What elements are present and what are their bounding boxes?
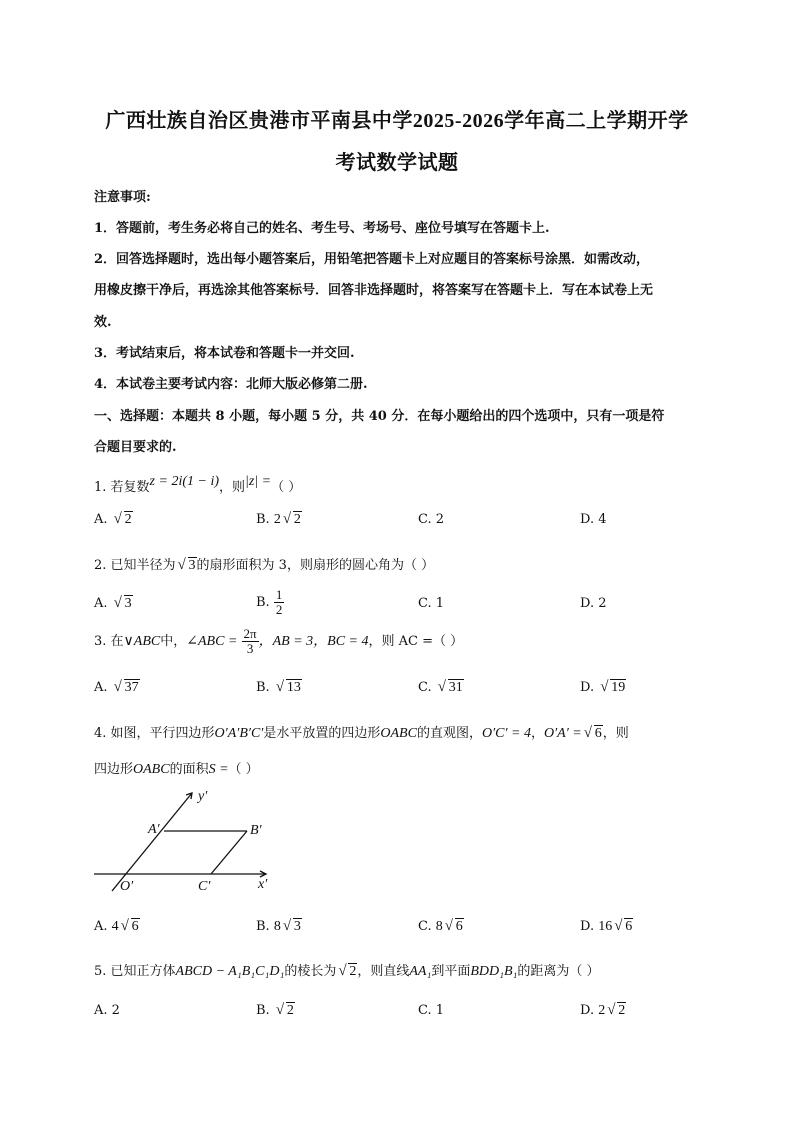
q4-option-d[interactable] (580, 919, 633, 935)
coefficient: 8 (435, 919, 443, 934)
q5-option-d[interactable] (580, 1003, 626, 1019)
coefficient: 8 (273, 919, 281, 934)
q3-triangle: ∨ABC (123, 634, 161, 649)
sqrt (114, 680, 140, 696)
coefficient: 4 (111, 919, 119, 934)
q5-text: 5. 已知正方体 (94, 964, 176, 979)
radicand: 2 (124, 512, 132, 527)
option-letter: A. (94, 919, 108, 934)
q3-option-b[interactable] (256, 680, 302, 696)
q2-option-d[interactable]: D. 2 (580, 596, 607, 611)
radicand: 2 (286, 1003, 294, 1018)
q5-text-post: 的距离为（ ） (517, 964, 600, 979)
q4-option-a[interactable] (94, 919, 140, 935)
q1-text: 1. 若复数 (94, 480, 150, 495)
q5-option-a[interactable]: A. 2 (94, 1003, 120, 1018)
q4-text-mid2: 的直观图， (416, 726, 482, 741)
y-axis (112, 793, 192, 891)
notes-heading: 注意事项: (94, 190, 151, 205)
note-2-line-2: 用橡皮擦干净后，再选涂其他答案标号．回答非选择题时，将答案写在答题卡上．写在本试卷上无 (94, 283, 654, 298)
radicand: 3 (124, 596, 132, 611)
sqrt (614, 919, 633, 935)
q4-line2-text: 四边形 (94, 762, 134, 777)
label-y: y′ (198, 789, 208, 804)
fraction (274, 588, 285, 617)
label-c: C′ (198, 879, 211, 893)
q4-comma: ， (530, 726, 544, 741)
q2-option-a[interactable] (94, 596, 133, 612)
numerator: 2π (243, 626, 257, 641)
option-letter: B. (256, 919, 270, 934)
q1-option-a[interactable] (94, 512, 133, 528)
note-4: 4．本试卷主要考试内容：北师大版必修第二册. (94, 377, 368, 392)
option-letter: A. (94, 596, 108, 611)
q4-text-post: ，则 (602, 726, 629, 741)
sqrt (276, 680, 302, 696)
sqrt (121, 919, 140, 935)
note-1: 1．答题前，考生务必将自己的姓名、考生号、考场号、座位号填写在答题卡上. (94, 221, 550, 236)
label-o: O′ (120, 879, 134, 893)
sqrt (283, 919, 302, 935)
option-letter: B. (256, 1003, 270, 1018)
q5-text-mid2: ，则直线 (357, 964, 410, 979)
q3-option-a[interactable] (94, 680, 140, 696)
coefficient: 16 (598, 919, 613, 934)
question-2 (94, 554, 434, 574)
sqrt (283, 512, 302, 528)
exam-title-line-2: 考试数学试题 (335, 152, 459, 174)
q4-parallelogram: O′A′B′C′ (214, 726, 264, 741)
radicand: 31 (448, 680, 463, 695)
sqrt (607, 1003, 626, 1019)
q5-plane: BDD₁B₁ (470, 964, 518, 979)
label-b: B′ (250, 823, 262, 838)
q1-abs: |z| = (245, 474, 272, 489)
sqrt (276, 1003, 295, 1019)
sqrt (114, 512, 133, 528)
radicand: 13 (286, 680, 301, 695)
option-letter: B. (256, 680, 270, 695)
oblique-view-figure (92, 783, 282, 893)
note-2-line-3: 效. (94, 315, 112, 330)
question-5 (94, 960, 600, 980)
segment-b-c (211, 831, 247, 874)
sqrt (445, 919, 464, 935)
q3-ab: ，AB = 3， (258, 634, 328, 649)
section-heading-line-1: 一、选择题：本题共 8 小题，每小题 5 分，共 40 分．在每小题给出的四个选项中，只有一项是符 (94, 409, 665, 424)
q4-line2-text-post: 的面积 (169, 762, 209, 777)
q3-text-post: ，则 AC =（ ） (368, 634, 464, 649)
fraction (242, 627, 259, 656)
option-letter: C. (418, 919, 432, 934)
q4-text-mid: 是水平放置的四边形 (263, 726, 381, 741)
option-letter: A. (94, 512, 108, 527)
q4-text: 4. 如图，平行四边形 (94, 726, 215, 741)
denominator: 3 (246, 641, 254, 656)
label-x: x′ (258, 877, 268, 892)
sqrt (114, 596, 133, 612)
radicand: 2 (293, 512, 301, 527)
coefficient: 2 (598, 1003, 606, 1018)
option-letter: B. (256, 512, 270, 527)
q3-bc: BC = 4 (327, 634, 369, 649)
radicand: 2 (349, 964, 357, 979)
option-letter: C. (418, 680, 432, 695)
radicand: 2 (618, 1003, 626, 1018)
q2-option-c[interactable]: C. 1 (418, 596, 445, 611)
q4-option-b[interactable] (256, 919, 302, 935)
radicand: 37 (124, 680, 139, 695)
section-heading-line-2: 合题目要求的. (94, 440, 177, 455)
exam-title-line-1: 广西壮族自治区贵港市平南县中学2025-2026学年高二上学期开学 (105, 110, 689, 132)
q3-option-c[interactable] (418, 680, 464, 696)
q3-text: 3. 在 (94, 634, 124, 649)
q4-quadrilateral: OABC (380, 726, 417, 741)
sqrt (178, 558, 197, 574)
radicand: 19 (611, 680, 626, 695)
sqrt (438, 680, 464, 696)
q4-line2-quad: OABC (133, 762, 170, 777)
sqrt (600, 680, 626, 696)
note-3: 3．考试结束后，将本试卷和答题卡一并交回. (94, 346, 355, 361)
label-a: A′ (148, 822, 160, 837)
radicand: 3 (293, 919, 301, 934)
radicand: 6 (131, 919, 139, 934)
radicand: 6 (625, 919, 633, 934)
q3-option-d[interactable] (580, 680, 626, 696)
q4-blank: （ ） (228, 762, 259, 777)
q2-text: 2. 已知半径为 (94, 558, 176, 573)
q1-expression: z = 2i(1 − i) (149, 474, 219, 489)
option-letter: D. (580, 1003, 595, 1018)
q1-option-c[interactable]: C. 2 (418, 512, 445, 527)
q5-option-b[interactable] (256, 1003, 295, 1019)
q3-angle: ∠ABC = (186, 634, 238, 649)
question-1 (94, 476, 301, 496)
q5-option-c[interactable]: C. 1 (418, 1003, 445, 1018)
q2-option-b[interactable] (256, 588, 284, 617)
q4-oc: O′C′ = 4 (481, 726, 531, 741)
question-4-line-1 (94, 722, 629, 742)
q4-option-c[interactable] (418, 919, 464, 935)
radicand: 6 (455, 919, 463, 934)
q4-oa: O′A′ = (544, 726, 582, 741)
option-letter: B. (256, 595, 270, 610)
numerator: 1 (275, 587, 283, 602)
sqrt (338, 964, 357, 980)
question-3 (94, 627, 463, 656)
q5-text-mid: 的棱长为 (284, 964, 337, 979)
coefficient: 2 (273, 512, 281, 527)
q1-text-mid: ，则 (219, 480, 246, 495)
radicand: 3 (188, 558, 196, 573)
q1-option-d[interactable]: D. 4 (580, 512, 607, 527)
q1-blank: （ ） (271, 480, 302, 495)
option-letter: D. (580, 919, 595, 934)
q5-line: AA₁ (409, 964, 432, 979)
q5-cube: ABCD − A₁B₁C₁D₁ (175, 964, 285, 979)
q5-text-mid3: 到平面 (431, 964, 471, 979)
denominator: 2 (275, 602, 283, 617)
q4-area-s: S = (208, 762, 229, 777)
q2-text-post: 的扇形面积为 3，则扇形的圆心角为（ ） (196, 558, 435, 573)
option-letter: A. (94, 680, 108, 695)
sqrt (584, 726, 603, 742)
question-4-line-2 (94, 758, 259, 778)
q1-option-b[interactable] (256, 512, 302, 528)
q3-text-mid: 中， (160, 634, 187, 649)
radicand: 6 (594, 726, 602, 741)
note-2-line-1: 2．回答选择题时，选出每小题答案后，用铅笔把答题卡上对应题目的答案标号涂黑．如需改动， (94, 252, 650, 267)
option-letter: D. (580, 680, 595, 695)
